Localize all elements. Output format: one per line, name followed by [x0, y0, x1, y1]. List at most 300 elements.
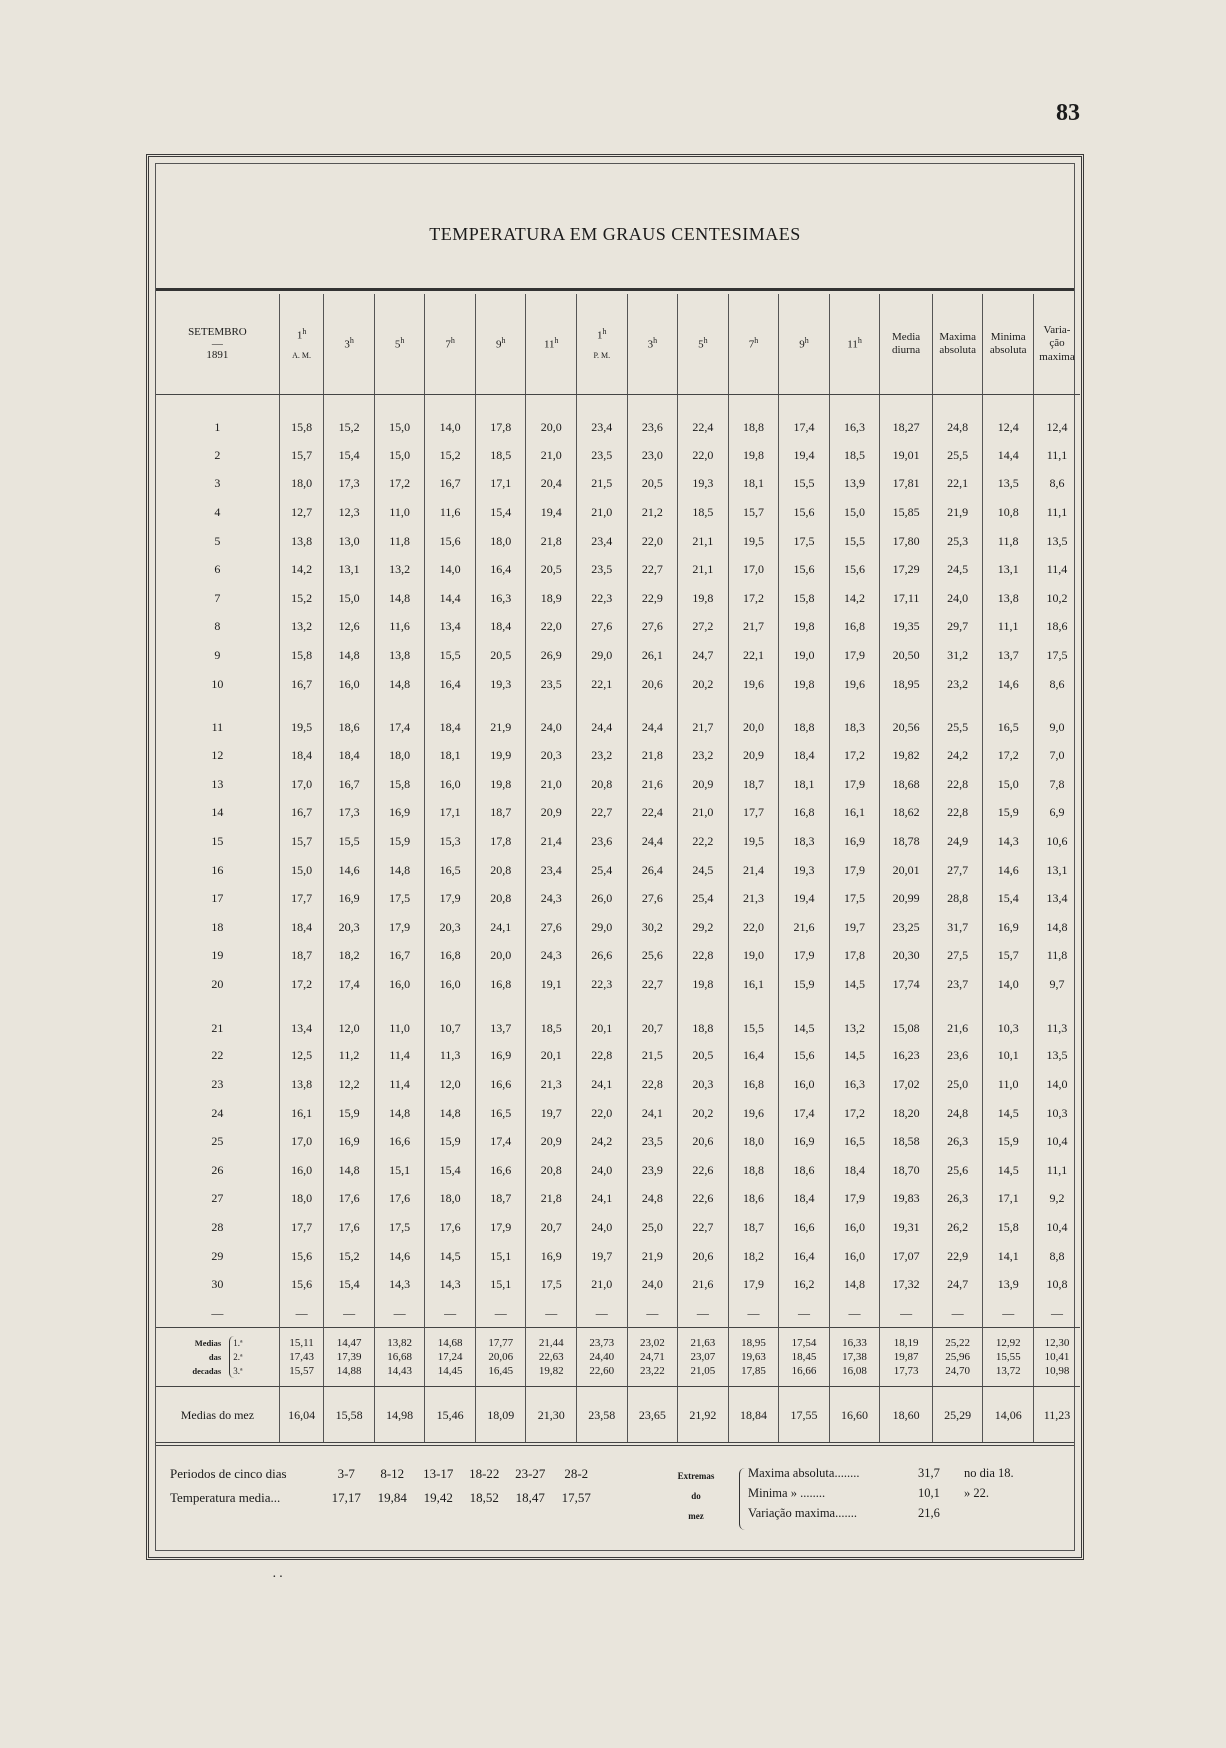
value-cell: 10,2 — [1033, 584, 1080, 613]
stat-header — [983, 294, 1034, 395]
hour-label: 11 — [543, 338, 555, 351]
decada-value: 24,40 — [589, 1351, 615, 1364]
value-cell: 16,9 — [324, 884, 375, 913]
month-header — [156, 294, 279, 395]
value-cell: 16,8 — [728, 1070, 779, 1099]
decada-value: 17,38 — [842, 1351, 867, 1364]
value-cell: 20,7 — [627, 999, 678, 1042]
day-cell: 14 — [211, 805, 224, 820]
hour-suffix: h — [450, 336, 455, 346]
value-cell: 24,8 — [932, 1099, 983, 1128]
hour-label: 9 — [799, 338, 805, 351]
dash-cell: — — [932, 1299, 983, 1328]
value-cell: 19,35 — [880, 613, 933, 642]
value-cell: 18,3 — [779, 827, 830, 856]
value-cell: 17,1 — [475, 470, 526, 499]
value-cell: 16,0 — [829, 1242, 880, 1271]
value-cell: 24,0 — [577, 1213, 628, 1242]
value-cell: 16,9 — [983, 913, 1034, 942]
value-cell: 15,1 — [475, 1270, 526, 1299]
decada-value: 23,02 — [639, 1337, 665, 1350]
decada-value: 17,85 — [741, 1365, 766, 1378]
value-cell: 21,6 — [678, 1270, 729, 1299]
table-row — [156, 641, 1080, 670]
value-cell: 22,0 — [728, 913, 779, 942]
hour-header — [425, 294, 476, 395]
hour-header — [829, 294, 880, 395]
value-cell: 16,3 — [475, 584, 526, 613]
value-cell: 17,11 — [880, 584, 933, 613]
value-cell: 24,1 — [475, 913, 526, 942]
decada-value: 19,82 — [538, 1365, 564, 1378]
value-cell: 23,6 — [577, 827, 628, 856]
value-cell: 18,0 — [425, 1185, 476, 1214]
value-cell: 10,8 — [983, 498, 1034, 527]
value-cell: 16,5 — [983, 698, 1034, 741]
value-cell: 17,8 — [475, 827, 526, 856]
decada-value: 14,45 — [437, 1365, 463, 1378]
value-cell: 17,0 — [279, 1127, 323, 1156]
value-cell: 17,4 — [779, 1099, 830, 1128]
table-row — [156, 441, 1080, 470]
value-cell: 19,5 — [279, 698, 323, 741]
value-cell: 22,8 — [678, 942, 729, 971]
dash-row — [156, 1299, 1080, 1328]
decada-value: 15,55 — [995, 1351, 1021, 1364]
hour-header — [678, 294, 729, 395]
value-cell: 15,6 — [779, 498, 830, 527]
value-cell: 17,5 — [1033, 641, 1080, 670]
value-cell: 22,6 — [678, 1156, 729, 1185]
day-cell: 21 — [211, 1020, 224, 1035]
mez-value: 15,46 — [425, 1387, 476, 1444]
hour-label: 11 — [847, 338, 858, 351]
value-cell: 24,8 — [627, 1185, 678, 1214]
value-cell: 23,5 — [627, 1127, 678, 1156]
hour-label: 9 — [495, 338, 502, 351]
value-cell: 11,8 — [1033, 942, 1080, 971]
day-cell: 10 — [211, 676, 224, 691]
value-cell: 18,7 — [728, 1213, 779, 1242]
value-cell: 17,8 — [475, 395, 526, 442]
decada-value: 16,68 — [387, 1351, 412, 1364]
stat-header-line: maxima — [1039, 350, 1075, 363]
decada-value: 22,63 — [538, 1351, 564, 1364]
value-cell: 17,8 — [829, 942, 880, 971]
value-cell: 16,23 — [880, 1042, 933, 1071]
temp-label: Temperatura media... — [170, 1490, 281, 1505]
dash-cell: — — [829, 1299, 880, 1328]
value-cell: 18,6 — [728, 1185, 779, 1214]
hour-header — [526, 294, 577, 395]
decada-value: 17,43 — [289, 1351, 314, 1364]
value-cell: 17,2 — [374, 470, 425, 499]
value-cell: 15,5 — [324, 827, 375, 856]
value-cell: 23,6 — [932, 1042, 983, 1071]
value-cell: 18,1 — [779, 770, 830, 799]
value-cell: 15,9 — [374, 827, 425, 856]
day-cell: 7 — [214, 590, 221, 605]
value-cell: 20,2 — [678, 670, 729, 699]
decada-values-cell — [829, 1328, 880, 1387]
hour-label: 1 — [597, 329, 603, 342]
value-cell: 13,1 — [324, 555, 375, 584]
value-cell: 22,3 — [577, 970, 628, 999]
decada-value: 16,45 — [488, 1365, 514, 1378]
mez-value: 16,60 — [829, 1387, 880, 1444]
value-cell: 16,5 — [829, 1127, 880, 1156]
value-cell: 17,9 — [374, 913, 425, 942]
value-cell: 20,3 — [526, 741, 577, 770]
value-cell: 19,7 — [526, 1099, 577, 1128]
value-cell: 12,4 — [983, 395, 1034, 442]
dash-cell: — — [983, 1299, 1034, 1328]
bottom-divider-2 — [156, 1445, 1074, 1446]
value-cell: 14,4 — [425, 584, 476, 613]
decada-value: 14,47 — [336, 1337, 362, 1350]
mez-value: 17,55 — [779, 1387, 830, 1444]
value-cell: 14,5 — [983, 1156, 1034, 1185]
hour-suffix: h — [754, 336, 759, 346]
value-cell: 18,78 — [880, 827, 933, 856]
hour-label: 7 — [748, 338, 755, 351]
value-cell: 17,1 — [425, 799, 476, 828]
value-cell: 26,3 — [932, 1185, 983, 1214]
value-cell: 16,5 — [475, 1099, 526, 1128]
value-cell: 26,4 — [627, 856, 678, 885]
decada-values-cell — [932, 1328, 983, 1387]
value-cell: 25,5 — [932, 441, 983, 470]
value-cell: 8,6 — [1033, 470, 1080, 499]
value-cell: 10,4 — [1033, 1127, 1080, 1156]
value-cell: 27,6 — [627, 884, 678, 913]
hour-suffix: h — [804, 336, 809, 346]
value-cell: 22,6 — [678, 1185, 729, 1214]
table-row — [156, 999, 1080, 1042]
value-cell: 11,1 — [1033, 498, 1080, 527]
value-cell: 18,4 — [779, 741, 830, 770]
value-cell: 11,0 — [374, 999, 425, 1042]
value-cell: 13,9 — [983, 1270, 1034, 1299]
value-cell: 15,4 — [475, 498, 526, 527]
value-cell: 15,8 — [983, 1213, 1034, 1242]
mez-value: 14,98 — [374, 1387, 425, 1444]
decada-values-cell — [627, 1328, 678, 1387]
hour-label: 5 — [698, 338, 704, 351]
decada-values-cell — [526, 1328, 577, 1387]
value-cell: 16,0 — [425, 770, 476, 799]
extrema-key: Variação maxima....... — [748, 1506, 857, 1520]
mez-value: 18,60 — [880, 1387, 933, 1444]
value-cell: 19,3 — [475, 670, 526, 699]
value-cell: 20,5 — [678, 1042, 729, 1071]
temps-row — [170, 1490, 599, 1514]
value-cell: 14,6 — [983, 856, 1034, 885]
value-cell: 14,8 — [324, 1156, 375, 1185]
value-cell: 18,5 — [526, 999, 577, 1042]
value-cell: 15,9 — [425, 1127, 476, 1156]
decada-value: 18,45 — [791, 1351, 817, 1364]
hour-header — [577, 294, 628, 395]
decada-values-cell — [983, 1328, 1034, 1387]
year-label: 1891 — [206, 349, 229, 361]
extrema-key: Minima » ........ — [748, 1486, 826, 1500]
value-cell: 15,2 — [324, 1242, 375, 1271]
value-cell: 13,9 — [829, 470, 880, 499]
decada-value: 23,22 — [639, 1365, 665, 1378]
value-cell: 19,0 — [779, 641, 830, 670]
value-cell: 18,8 — [728, 1156, 779, 1185]
value-cell: 12,3 — [324, 498, 375, 527]
value-cell: 19,4 — [779, 884, 830, 913]
table-row — [156, 498, 1080, 527]
value-cell: 6,9 — [1033, 799, 1080, 828]
table-row — [156, 698, 1080, 741]
value-cell: 13,5 — [1033, 527, 1080, 556]
value-cell: 24,0 — [577, 1156, 628, 1185]
value-cell: 16,7 — [279, 799, 323, 828]
value-cell: 17,32 — [880, 1270, 933, 1299]
value-cell: 16,1 — [829, 799, 880, 828]
stat-header-line: Media — [892, 330, 921, 343]
day-cell: 15 — [211, 833, 224, 848]
value-cell: 17,9 — [425, 884, 476, 913]
value-cell: 10,8 — [1033, 1270, 1080, 1299]
value-cell: 15,4 — [983, 884, 1034, 913]
value-cell: 23,2 — [932, 670, 983, 699]
value-cell: 13,2 — [279, 613, 323, 642]
value-cell: 15,6 — [829, 555, 880, 584]
value-cell: 22,7 — [627, 555, 678, 584]
value-cell: 18,0 — [475, 527, 526, 556]
value-cell: 20,7 — [526, 1213, 577, 1242]
value-cell: 13,8 — [374, 641, 425, 670]
value-cell: 21,5 — [577, 470, 628, 499]
value-cell: 22,3 — [577, 584, 628, 613]
day-cell: 30 — [211, 1277, 224, 1292]
decada-value: 17,24 — [437, 1351, 463, 1364]
value-cell: 20,1 — [577, 999, 628, 1042]
value-cell: 14,8 — [374, 584, 425, 613]
value-cell: 17,2 — [829, 741, 880, 770]
value-cell: 16,7 — [279, 670, 323, 699]
page-number: 83 — [1056, 100, 1080, 126]
decada-value: 14,43 — [387, 1365, 412, 1378]
hour-header — [779, 294, 830, 395]
value-cell: 16,9 — [829, 827, 880, 856]
value-cell: 15,6 — [779, 1042, 830, 1071]
extremas-label-2: do — [691, 1491, 701, 1501]
value-cell: 14,3 — [425, 1270, 476, 1299]
value-cell: 15,08 — [880, 999, 933, 1042]
decada-values-cell — [324, 1328, 375, 1387]
hour-header — [728, 294, 779, 395]
value-cell: 25,6 — [932, 1156, 983, 1185]
value-cell: 23,2 — [678, 741, 729, 770]
value-cell: 20,9 — [526, 1127, 577, 1156]
stat-header — [1033, 294, 1080, 395]
value-cell: 18,6 — [324, 698, 375, 741]
value-cell: 17,9 — [829, 1185, 880, 1214]
value-cell: 23,4 — [577, 395, 628, 442]
stat-header-line: diurna — [892, 344, 921, 356]
value-cell: 17,9 — [829, 770, 880, 799]
extrema-row — [748, 1486, 1014, 1506]
value-cell: 21,1 — [678, 527, 729, 556]
value-cell: 17,6 — [425, 1213, 476, 1242]
value-cell: 16,7 — [425, 470, 476, 499]
hour-label: 1 — [296, 329, 303, 342]
decada-value: 15,57 — [289, 1365, 314, 1378]
value-cell: 11,6 — [425, 498, 476, 527]
decada-values-cell — [1033, 1328, 1080, 1387]
day-cell: 28 — [211, 1220, 224, 1235]
value-cell: 22,0 — [577, 1099, 628, 1128]
value-cell: 21,0 — [577, 1270, 628, 1299]
value-cell: 19,4 — [779, 441, 830, 470]
value-cell: 20,5 — [475, 641, 526, 670]
value-cell: 14,8 — [374, 1099, 425, 1128]
mez-value: 18,09 — [475, 1387, 526, 1444]
table-row — [156, 527, 1080, 556]
table-row — [156, 395, 1080, 442]
value-cell: 19,31 — [880, 1213, 933, 1242]
value-cell: 16,6 — [475, 1156, 526, 1185]
value-cell: 23,6 — [627, 395, 678, 442]
value-cell: 19,3 — [779, 856, 830, 885]
table-row — [156, 856, 1080, 885]
day-cell: 13 — [211, 776, 224, 791]
value-cell: 20,5 — [526, 555, 577, 584]
value-cell: 20,6 — [627, 670, 678, 699]
table-row — [156, 1099, 1080, 1128]
period-value: 23-27 — [515, 1466, 546, 1481]
mez-value: 14,06 — [983, 1387, 1034, 1444]
decada-value: 24,71 — [639, 1351, 665, 1364]
value-cell: 9,2 — [1033, 1185, 1080, 1214]
value-cell: 21,7 — [728, 613, 779, 642]
value-cell: 14,5 — [829, 1042, 880, 1071]
temperature-table — [156, 294, 1080, 1443]
value-cell: 15,5 — [779, 470, 830, 499]
value-cell: 26,1 — [627, 641, 678, 670]
value-cell: 16,9 — [475, 1042, 526, 1071]
value-cell: 16,8 — [425, 942, 476, 971]
value-cell: 22,0 — [526, 613, 577, 642]
value-cell: 12,7 — [279, 498, 323, 527]
temp-value: 18,52 — [469, 1490, 499, 1505]
value-cell: 15,8 — [779, 584, 830, 613]
mez-value: 21,30 — [526, 1387, 577, 1444]
value-cell: 22,9 — [627, 584, 678, 613]
mez-value: 23,58 — [577, 1387, 628, 1444]
table-row — [156, 741, 1080, 770]
value-cell: 15,1 — [475, 1242, 526, 1271]
value-cell: 18,0 — [279, 1185, 323, 1214]
value-cell: 17,5 — [374, 1213, 425, 1242]
value-cell: 24,0 — [627, 1270, 678, 1299]
table-row — [156, 827, 1080, 856]
value-cell: 16,0 — [779, 1070, 830, 1099]
value-cell: 11,1 — [983, 613, 1034, 642]
decada-value: 17,73 — [893, 1365, 919, 1378]
decada-value: 16,33 — [842, 1337, 867, 1350]
value-cell: 20,0 — [475, 942, 526, 971]
value-cell: 14,6 — [324, 856, 375, 885]
value-cell: 12,5 — [279, 1042, 323, 1071]
value-cell: 17,4 — [779, 395, 830, 442]
decada-value: 22,60 — [589, 1365, 615, 1378]
dash-cell: — — [475, 1299, 526, 1328]
value-cell: 11,0 — [983, 1070, 1034, 1099]
value-cell: 18,7 — [279, 942, 323, 971]
stat-header — [932, 294, 983, 395]
value-cell: 18,7 — [475, 799, 526, 828]
value-cell: 16,8 — [475, 970, 526, 999]
value-cell: 21,6 — [627, 770, 678, 799]
value-cell: 22,7 — [627, 970, 678, 999]
decada-value: 21,05 — [690, 1365, 716, 1378]
value-cell: 20,6 — [678, 1242, 729, 1271]
value-cell: 18,62 — [880, 799, 933, 828]
day-cell: 1 — [214, 420, 221, 434]
value-cell: 16,2 — [779, 1270, 830, 1299]
value-cell: 16,7 — [324, 770, 375, 799]
value-cell: 14,3 — [983, 827, 1034, 856]
value-cell: 24,7 — [932, 1270, 983, 1299]
value-cell: 18,95 — [880, 670, 933, 699]
value-cell: 10,4 — [1033, 1213, 1080, 1242]
value-cell: 18,5 — [829, 441, 880, 470]
value-cell: 24,9 — [932, 827, 983, 856]
value-cell: 14,5 — [779, 999, 830, 1042]
value-cell: 18,4 — [279, 741, 323, 770]
value-cell: 19,3 — [678, 470, 729, 499]
value-cell: 14,8 — [425, 1099, 476, 1128]
table-row — [156, 942, 1080, 971]
value-cell: 15,8 — [374, 770, 425, 799]
value-cell: 20,9 — [678, 770, 729, 799]
periods-block — [170, 1466, 599, 1514]
mez-value: 15,58 — [324, 1387, 375, 1444]
value-cell: 16,3 — [829, 1070, 880, 1099]
stat-header-line: absoluta — [939, 344, 976, 356]
value-cell: 18,70 — [880, 1156, 933, 1185]
extrema-row — [748, 1466, 1014, 1486]
value-cell: 30,2 — [627, 913, 678, 942]
value-cell: 7,8 — [1033, 770, 1080, 799]
periods-label: Periodos de cinco dias — [170, 1466, 287, 1481]
temp-value: 19,84 — [377, 1490, 407, 1505]
value-cell: 10,3 — [1033, 1099, 1080, 1128]
day-cell: 17 — [211, 891, 224, 906]
value-cell: 15,0 — [983, 770, 1034, 799]
periods-row — [170, 1466, 599, 1490]
value-cell: 22,4 — [627, 799, 678, 828]
decada-value: 12,30 — [1044, 1337, 1070, 1350]
day-cell: 3 — [214, 476, 221, 491]
decada-value: 16,08 — [842, 1365, 867, 1378]
value-cell: 20,56 — [880, 698, 933, 741]
hour-suffix: h — [302, 327, 307, 337]
value-cell: 28,8 — [932, 884, 983, 913]
day-cell: 29 — [211, 1248, 224, 1263]
value-cell: 11,6 — [374, 613, 425, 642]
decorative-dots: ·· — [272, 1570, 286, 1585]
value-cell: 15,9 — [779, 970, 830, 999]
value-cell: 14,8 — [1033, 913, 1080, 942]
hour-suffix: h — [400, 336, 405, 346]
